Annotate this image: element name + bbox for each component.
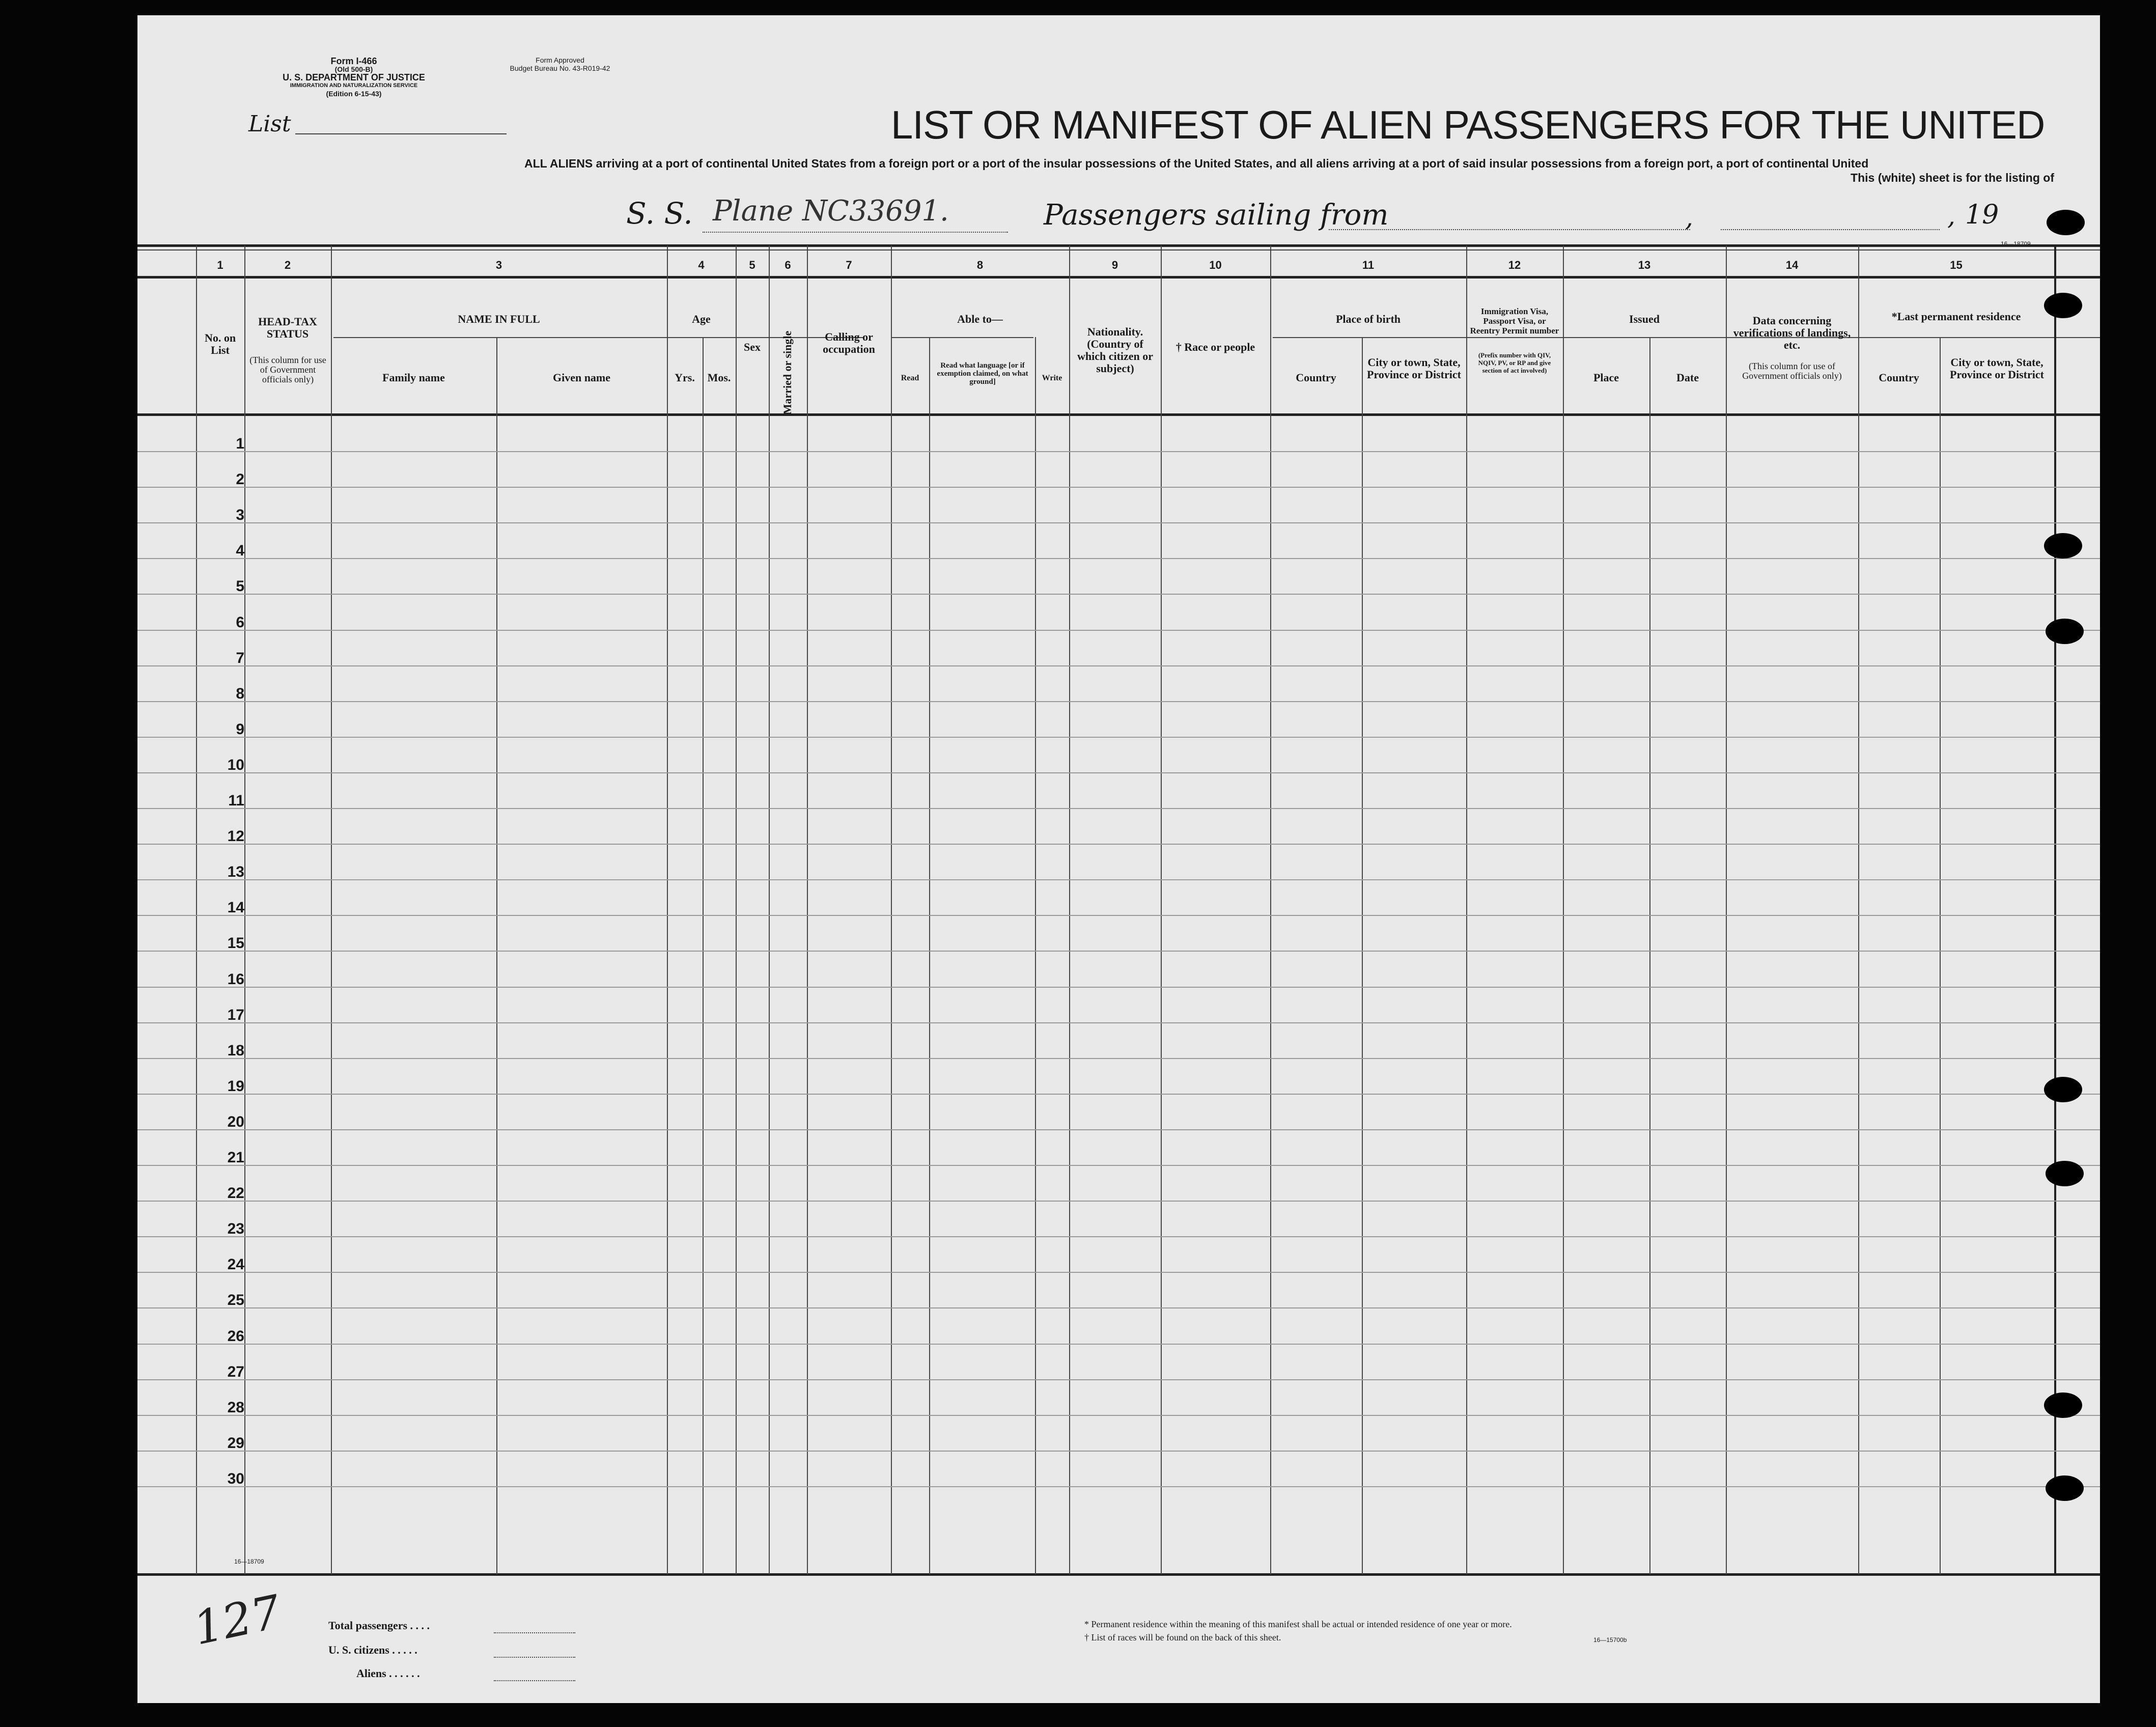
service-name: IMMIGRATION AND NATURALIZATION SERVICE <box>290 82 418 89</box>
punch-hole <box>2044 533 2082 559</box>
header-head-tax-note: (This column for use of Government officials only) <box>249 355 326 384</box>
header-write: Write <box>1042 374 1062 382</box>
header-family-name: Family name <box>382 371 445 384</box>
row-ruling <box>137 1094 2100 1095</box>
row-number: 2 <box>236 471 244 488</box>
serial-bottom: 16—18709 <box>234 1558 264 1565</box>
row-ruling <box>137 558 2100 559</box>
form-id-block <box>239 57 468 98</box>
header-data-note: (This column for use of Government officials only) <box>1742 361 1842 381</box>
form-number: Form I-466 <box>330 56 377 66</box>
serial-footer: 16—15700b <box>1593 1636 1627 1644</box>
row-number: 3 <box>236 507 244 523</box>
header-birth-country: Country <box>1296 371 1336 384</box>
header-issued-place: Place <box>1593 371 1619 384</box>
table-top-border-inner <box>137 249 2100 250</box>
instruction-line-2: This (white) sheet is for the listing of <box>1851 171 2054 184</box>
col-number-2: 2 <box>284 259 291 271</box>
header-name-in-full: NAME IN FULL <box>458 313 540 325</box>
punch-hole <box>2046 1161 2084 1186</box>
row-number: 11 <box>228 792 244 809</box>
row-number: 8 <box>236 685 244 702</box>
row-number: 6 <box>236 614 244 631</box>
row-ruling <box>137 951 2100 952</box>
row-ruling <box>137 1129 2100 1130</box>
row-number: 29 <box>227 1435 244 1452</box>
row-number: 15 <box>227 935 244 952</box>
table-top-border <box>137 244 2100 247</box>
list-label: List <box>248 111 291 137</box>
row-ruling <box>137 737 2100 738</box>
row-ruling <box>137 487 2100 488</box>
ss-blank-line <box>703 232 1008 233</box>
subheader-line-right <box>1273 337 2100 338</box>
header-data-concerning: Data concerning verifications of landings, etc. <box>1733 314 1851 351</box>
col-number-1: 1 <box>217 259 223 271</box>
row-ruling <box>137 1165 2100 1166</box>
row-ruling <box>137 1486 2100 1487</box>
row-number: 18 <box>227 1042 244 1059</box>
row-ruling <box>137 1307 2100 1308</box>
header-residence-country: Country <box>1879 371 1919 384</box>
approval-block <box>463 56 657 72</box>
col-line-7 <box>891 245 892 1574</box>
row-number: 24 <box>227 1256 244 1273</box>
header-issued: Issued <box>1629 313 1660 325</box>
row-number: 17 <box>227 1007 244 1023</box>
col-number-11: 11 <box>1362 259 1375 271</box>
row-ruling <box>137 1022 2100 1023</box>
row-ruling <box>137 1415 2100 1416</box>
header-calling: Calling or occupation <box>823 330 875 355</box>
header-birth-city: City or town, State, Province or District <box>1367 356 1461 381</box>
row-number: 14 <box>227 899 244 916</box>
form-approved: Form Approved <box>536 56 584 64</box>
row-number: 28 <box>227 1399 244 1416</box>
row-ruling <box>137 1451 2100 1452</box>
col-line-9 <box>1161 245 1162 1574</box>
col-line-right <box>2054 245 2056 1574</box>
header-race: † Race or people <box>1175 341 1255 353</box>
page-title: LIST OR MANIFEST OF ALIEN PASSENGERS FOR THE UNITED <box>891 102 2045 147</box>
row-number: 26 <box>227 1328 244 1345</box>
col-line-2 <box>331 245 332 1574</box>
footnote-permanent-residence: * Permanent residence within the meaning of this manifest shall be actual or intended residence of one year or more. <box>1084 1619 1512 1629</box>
col-line-8 <box>1069 245 1070 1574</box>
header-place-of-birth: Place of birth <box>1335 313 1401 325</box>
col-line-3 <box>667 245 668 1574</box>
row-number: 1 <box>236 435 244 452</box>
us-citizens-label: U. S. citizens . . . . . <box>328 1644 417 1656</box>
header-age-yrs: Yrs. <box>675 371 695 384</box>
col-number-8: 8 <box>976 259 984 271</box>
col-number-7: 7 <box>846 259 852 271</box>
header-residence-city: City or town, State, Province or District <box>1950 356 2044 381</box>
total-passengers-label: Total passengers . . . . <box>328 1619 430 1632</box>
header-visa-note: (Prefix number with QIV, NQIV, PV, or RP and give section of act involved) <box>1478 351 1551 374</box>
department-name: U. S. DEPARTMENT OF JUSTICE <box>283 72 425 82</box>
col-line-13 <box>1726 245 1727 1574</box>
sailing-comma: , <box>1685 203 1693 232</box>
row-ruling <box>137 808 2100 809</box>
col-number-6: 6 <box>785 259 791 271</box>
punch-hole <box>2044 293 2082 318</box>
header-issued-date: Date <box>1676 371 1699 384</box>
column-number-divider <box>137 276 2100 278</box>
punch-hole <box>2047 210 2085 235</box>
header-read: Read <box>901 374 919 382</box>
aliens-label: Aliens . . . . . . <box>356 1667 420 1680</box>
sailing-from-blank <box>1329 229 1690 230</box>
punch-hole <box>2046 1475 2084 1501</box>
row-number: 7 <box>236 650 244 666</box>
row-ruling <box>137 594 2100 595</box>
row-ruling <box>137 844 2100 845</box>
row-number: 25 <box>227 1292 244 1308</box>
col-line-11 <box>1466 245 1467 1574</box>
col-line-12 <box>1563 245 1564 1574</box>
year-prefix: 19 <box>1965 200 1999 230</box>
col-line-5 <box>769 245 770 1574</box>
col-line-4 <box>736 245 737 1574</box>
punch-hole <box>2044 1392 2082 1418</box>
row-number: 13 <box>227 864 244 880</box>
punch-hole <box>2046 619 2084 644</box>
manifest-sheet <box>137 15 2100 1703</box>
col-number-10: 10 <box>1209 259 1222 271</box>
header-age-mos: Mos. <box>707 371 731 384</box>
punch-hole <box>2044 1077 2082 1102</box>
row-number: 10 <box>227 757 244 773</box>
row-ruling <box>137 1058 2100 1059</box>
col-number-12: 12 <box>1508 259 1521 271</box>
col-line-10 <box>1270 245 1271 1574</box>
edition: (Edition 6-15-43) <box>326 90 382 98</box>
handwritten-sheet-number: 127 <box>188 1585 286 1656</box>
form-old-number: (Old 500-B) <box>334 65 373 73</box>
col-line-14 <box>1858 245 1859 1574</box>
row-ruling <box>137 1236 2100 1237</box>
row-ruling <box>137 1379 2100 1380</box>
col-line-1 <box>244 245 245 1574</box>
col-line-6 <box>807 245 808 1574</box>
row-ruling <box>137 630 2100 631</box>
row-ruling <box>137 915 2100 916</box>
date-blank <box>1721 229 1940 230</box>
budget-bureau: Budget Bureau No. 43-R019-42 <box>510 64 610 72</box>
us-citizens-blank <box>494 1657 575 1658</box>
header-head-tax: HEAD-TAX STATUS <box>258 315 317 340</box>
row-number: 30 <box>227 1470 244 1487</box>
serial-top: 16—18709 <box>2001 240 2031 247</box>
header-immigration-visa: Immigration Visa, Passport Visa, or Reentry Permit number <box>1470 307 1559 336</box>
header-sex: Sex <box>744 341 761 353</box>
age-subheader-line-ext <box>891 337 1033 338</box>
row-ruling <box>137 1201 2100 1202</box>
col-number-4: 4 <box>698 259 705 271</box>
list-blank-line <box>295 133 507 134</box>
col-number-5: 5 <box>749 259 755 271</box>
header-no-on-list: No. on List <box>204 331 236 356</box>
instruction-line-1: ALL ALIENS arriving at a port of continental United States from a foreign port or a port of the insular possessions of the United States, and all aliens arriving at a port of said insular possessions from a foreign port, a port of continental United <box>524 157 1869 170</box>
ss-handwritten-name: Plane NC33691. <box>713 194 949 228</box>
col-number-14: 14 <box>1785 259 1799 271</box>
header-able-to: Able to— <box>957 313 1003 325</box>
header-last-residence: *Last permanent residence <box>1891 310 2021 323</box>
row-ruling <box>137 1344 2100 1345</box>
header-given-name: Given name <box>552 371 611 384</box>
ss-label: S. S. <box>626 196 693 231</box>
row-ruling <box>137 451 2100 452</box>
col-number-15: 15 <box>1950 259 1963 271</box>
sailing-date-comma: , <box>1947 201 1955 231</box>
col-number-9: 9 <box>1111 259 1118 271</box>
row-number: 4 <box>236 542 244 559</box>
header-bottom-border <box>137 413 2100 416</box>
row-number: 20 <box>227 1113 244 1130</box>
row-ruling <box>137 987 2100 988</box>
col-number-3: 3 <box>495 259 502 271</box>
aliens-blank <box>494 1680 575 1681</box>
footnote-races: † List of races will be found on the back of this sheet. <box>1084 1632 1281 1642</box>
row-number: 16 <box>227 971 244 988</box>
row-ruling <box>137 665 2100 666</box>
header-married-single: Married or single <box>781 330 794 415</box>
col-number-13: 13 <box>1638 259 1651 271</box>
row-ruling <box>137 701 2100 702</box>
row-number: 23 <box>227 1220 244 1237</box>
row-number: 5 <box>236 578 244 595</box>
row-number: 12 <box>227 828 244 845</box>
row-number: 9 <box>236 721 244 738</box>
row-ruling <box>137 772 2100 773</box>
header-nationality: Nationality. (Country of which citizen or subject) <box>1077 325 1154 375</box>
total-passengers-blank <box>494 1632 575 1633</box>
row-number: 27 <box>227 1363 244 1380</box>
row-ruling <box>137 879 2100 880</box>
sailing-from-label: Passengers sailing from <box>1044 199 1389 232</box>
table-bottom-border <box>137 1573 2100 1576</box>
row-number: 22 <box>227 1185 244 1202</box>
header-age: Age <box>692 313 711 325</box>
row-ruling <box>137 522 2100 523</box>
row-ruling <box>137 1272 2100 1273</box>
row-number: 19 <box>227 1078 244 1095</box>
row-number: 21 <box>227 1149 244 1166</box>
header-read-language: Read what language [or if exemption claimed, on what ground] <box>937 361 1028 386</box>
